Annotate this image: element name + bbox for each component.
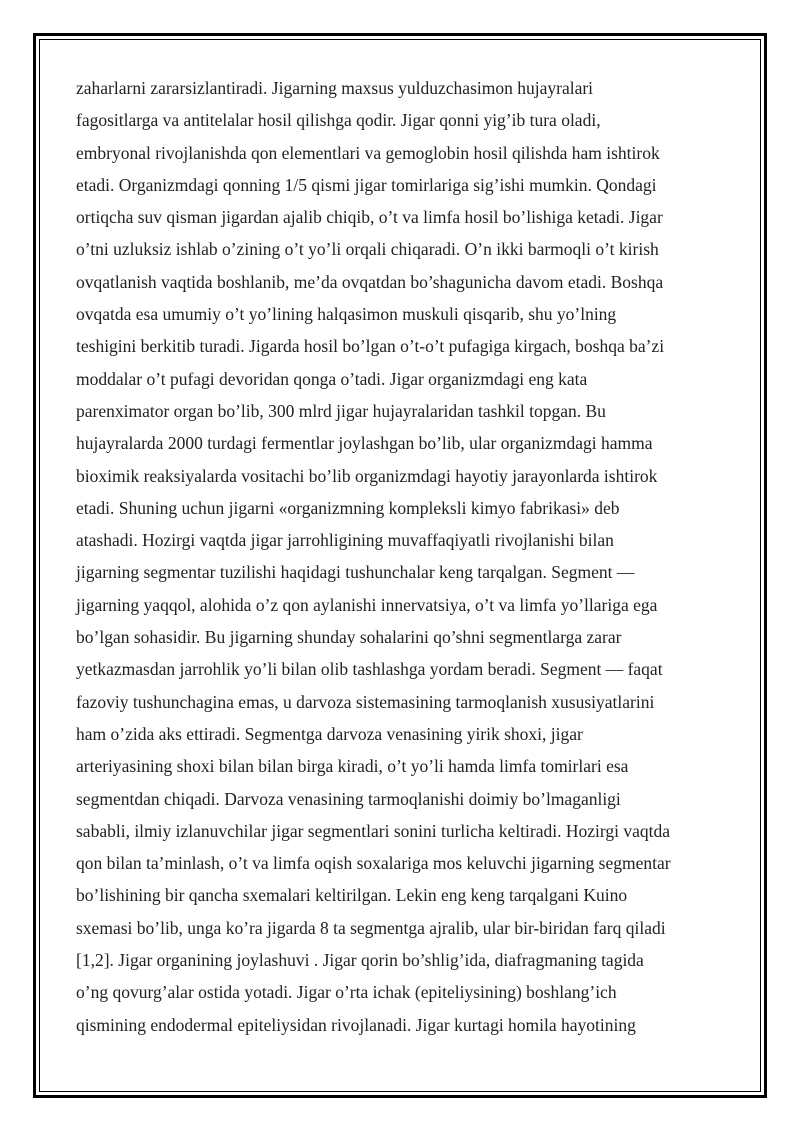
- text-line: moddalar o’t pufagi devoridan qonga o’tadi. Jigar organizmdagi eng kata: [76, 368, 588, 389]
- text-line: bo’lgan sohasidir. Bu jigarning shunday sohalarini qo’shni segmentlarga zarar: [76, 627, 622, 648]
- text-line: bo’lishining bir qancha sxemalari keltirilgan. Lekin eng keng tarqalgani Kuino: [76, 885, 628, 906]
- text-line: jigarning yaqqol, alohida o’z qon aylanishi innervatsiya, o’t va limfa yo’llariga ega: [76, 594, 658, 615]
- text-line: [1,2]. Jigar organining joylashuvi . Jigar qorin bo’shlig’ida, diafragmaning tagida: [76, 950, 644, 971]
- text-line: o’tni uzluksiz ishlab o’zining o’t yo’li orqali chiqaradi. O’n ikki barmoqli o’t kirish: [76, 239, 659, 260]
- text-line: qon bilan ta’minlash, o’t va limfa oqish soxalariga mos keluvchi jigarning segmentar: [76, 853, 671, 874]
- text-line: zaharlarni zararsizlantiradi. Jigarning maxsus yulduzchasimon hujayralari: [76, 78, 594, 98]
- text-line: atashadi. Hozirgi vaqtda jigar jarrohligining muvaffaqiyatli rivojlanishi bilan: [76, 530, 614, 551]
- text-line: teshigini berkitib turadi. Jigarda hosil bo’lgan o’t-o’t pufagiga kirgach, boshqa ba’zi: [76, 336, 665, 357]
- text-line: parenximator organ bo’lib, 300 mlrd jigar hujayralaridan tashkil topgan. Bu: [76, 400, 606, 421]
- text-line: hujayralarda 2000 turdagi fermentlar joylashgan bo’lib, ular organizmdagi hamma: [76, 433, 653, 454]
- text-line: sababli, ilmiy izlanuvchilar jigar segmentlari sonini turlicha keltiradi. Hozirgi vaqtda: [76, 820, 671, 841]
- text-line: bioximik reaksiyalarda vositachi bo’lib organizmdagi hayotiy jarayonlarda ishtirok: [76, 465, 658, 486]
- text-line: fagositlarga va antitelalar hosil qilishga qodir. Jigar qonni yig’ib tura oladi,: [76, 110, 601, 131]
- text-line: o’ng qovurg’alar ostida yotadi. Jigar o’rta ichak (epiteliysining) boshlang’ich: [76, 982, 617, 1003]
- text-line: yetkazmasdan jarrohlik yo’li bilan olib tashlashga yordam beradi. Segment — faqat: [76, 659, 663, 680]
- text-line: etadi. Shuning uchun jigarni «organizmning kompleksli kimyo fabrikasi» deb: [76, 497, 620, 518]
- text-line: ovqatlanish vaqtida boshlanib, me’da ovqatdan bo’shagunicha davom etadi. Boshqa: [76, 271, 664, 292]
- text-line: embryonal rivojlanishda qon elementlari va gemoglobin hosil qilishda ham ishtirok: [76, 142, 660, 163]
- text-line: qismining endodermal epiteliysidan rivojlanadi. Jigar kurtagi homila hayotining: [76, 1014, 636, 1035]
- text-line: etadi. Organizmdagi qonning 1/5 qismi jigar tomirlariga sig’ishi mumkin. Qondagi: [76, 174, 657, 195]
- document-body: [76, 72, 736, 1041]
- text-line: arteriyasining shoxi bilan bilan birga kiradi, o’t yo’li hamda limfa tomirlari esa: [76, 756, 629, 777]
- text-line: ham o’zida aks ettiradi. Segmentga darvoza venasining yirik shoxi, jigar: [76, 723, 583, 744]
- text-line: sxemasi bo’lib, unga ko’ra jigarda 8 ta segmentga ajralib, ular bir-biridan farq qiladi: [76, 917, 666, 938]
- text-line: fazoviy tushunchagina emas, u darvoza sistemasining tarmoqlanish xususiyatlarini: [76, 691, 655, 712]
- text-line: segmentdan chiqadi. Darvoza venasining tarmoqlanishi doimiy bo’lmaganligi: [76, 788, 621, 809]
- text-line: ovqatda esa umumiy o’t yo’lining halqasimon muskuli qisqarib, shu yo’lning: [76, 304, 617, 325]
- text-line: jigarning segmentar tuzilishi haqidagi tushunchalar keng tarqalgan. Segment —: [76, 562, 635, 583]
- text-line: ortiqcha suv qisman jigardan ajalib chiqib, o’t va limfa hosil bo’lishiga ketadi. Jigar: [76, 207, 663, 228]
